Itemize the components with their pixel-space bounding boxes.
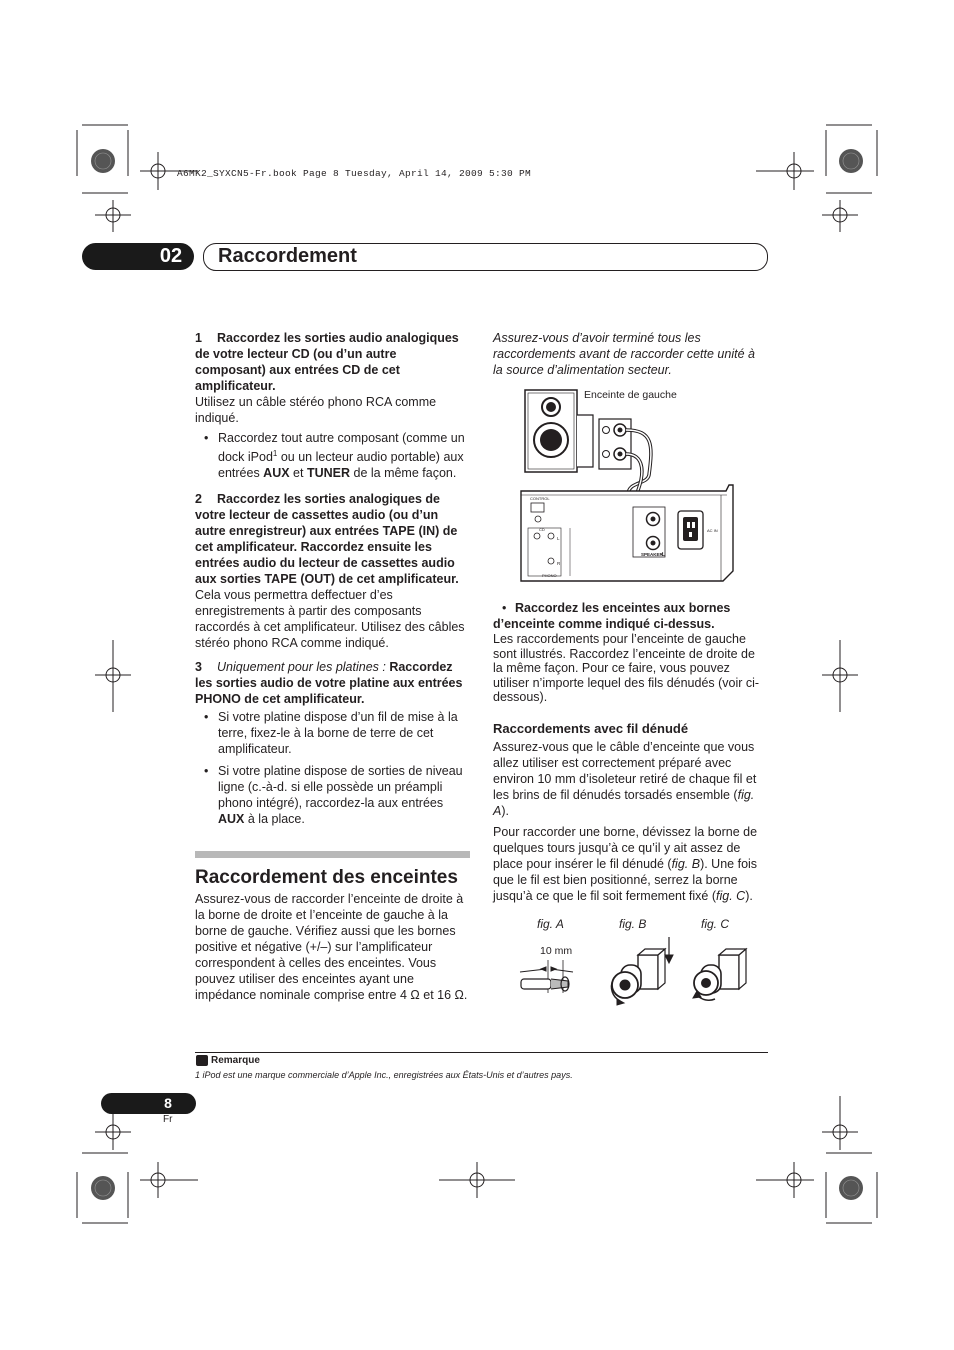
label-ac-in: AC IN — [707, 528, 718, 533]
speaker-left-label: Enceinte de gauche — [584, 389, 677, 401]
section-divider — [195, 851, 470, 858]
step-3-bullet-1: • Si votre platine dispose d’un fil de mise à la terre, fixez-le à la borne de terre de cet amplificateur. — [195, 709, 470, 757]
label-cd: CD — [539, 527, 545, 532]
step-3-bullet-2: • Si votre platine dispose de sorties de niveau ligne (c.-à-d. si elle possède un préampli phono intégré), raccordez-la aux entrées AUX à la place. — [195, 763, 470, 827]
fig-a-label: fig. A — [537, 917, 564, 931]
section-title: Raccordement des enceintes — [195, 867, 458, 889]
subsection-title: Raccordements avec fil dénudé — [493, 720, 689, 736]
step-2-heading: 2 Raccordez les sorties analogiques de votre lecteur de cassettes audio (ou d’un autre enregistreur) aux entrées TAPE (IN) de cet amplificateur. Raccordez ensuite les entrées audio du lecteur de cassettes audio aux sorties TAPE (OUT) de cet amplificateur. — [195, 492, 459, 587]
fig-b-label: fig. B — [619, 917, 647, 931]
label-r: R — [557, 561, 561, 566]
step-1-bullet: • Raccordez tout autre composant (comme un dock iPod$^1$ ou un lecteur audio portable) aux entrées AUX et TUNER de la même façon. — [195, 430, 470, 481]
right-column-lower — [493, 600, 768, 904]
right-column — [493, 330, 768, 378]
stripped-wire-figures — [493, 915, 768, 1010]
speaker-bullet: • Raccordez les enceintes aux bornes d’enceinte comme indiqué ci-dessus. — [493, 600, 768, 632]
step-3-heading: 3 Uniquement pour les platines : Raccordez les sorties audio de votre platine aux entrées PHONO de cet amplificateur. — [195, 660, 463, 707]
fig-b-terminal — [611, 937, 673, 1005]
fig-c-label: fig. C — [701, 917, 730, 931]
print-info-line: A6MK2_SYXCN5-Fr.book Page 8 Tuesday, April 14, 2009 5:30 PM — [177, 168, 532, 179]
footnote: 1 iPod est une marque commerciale d’Apple Inc., enregistrées aux États-Unis et d’autres pays. — [195, 1070, 573, 1080]
note-rule — [195, 1052, 768, 1053]
intro-note: Assurez-vous d’avoir terminé tous les raccordements avant de raccorder cette unité à la source d’alimentation secteur. — [493, 331, 755, 377]
label-phono: PHONO — [542, 573, 557, 578]
step-1-heading: 1 Raccordez les sorties audio analogiques de votre lecteur CD (ou d’un autre composant) aux entrées CD de cet amplificateur. — [195, 331, 459, 393]
speaker-connection-diagram — [493, 385, 768, 585]
speaker-bullet-body: Les raccordements pour l’enceinte de gauche sont illustrés. Raccordez l’enceinte de droite de la même façon. Pour ce faire, vous pouvez utiliser n’importe lequel des fils dénudés (voir ci-dessous). — [493, 632, 760, 704]
label-speaker-side: L — [662, 552, 666, 558]
note-label: Remarque — [211, 1055, 260, 1066]
page-number: 8 — [164, 1095, 172, 1111]
chapter-title: Raccordement — [218, 245, 357, 267]
language-code: Fr — [163, 1114, 173, 1125]
label-l: L — [557, 536, 560, 541]
chapter-number: 02 — [159, 245, 183, 267]
fig-a-wire — [520, 960, 573, 993]
section-body: Assurez-vous de raccorder l’enceinte de droite à la borne de droite et l’enceinte de gauche à la borne de gauche. Vérifiez aussi que les bornes positive et négative (+/–) sur l’amplificateur correspondent à celles des enceintes. Vous pouvez utiliser des enceintes ayant une impédance nominale comprise entre 4 Ω et 16 Ω. — [195, 892, 468, 1003]
fig-a-dimension: 10 mm — [540, 945, 573, 957]
label-control: CONTROL — [530, 496, 550, 501]
note-pencil-icon — [196, 1055, 208, 1066]
stripped-wire-para-2: Pour raccorder une borne, dévissez la borne de quelques tours jusqu’à ce qu’il y ait assez de place pour insérer le fil dénudé (fig. B). Une fois que le fil est bien positionné, serrez la borne jusqu’à ce que le fil soit fermement fixé (fig. C). — [493, 824, 758, 903]
step-2-body: Cela vous permettra deffectuer d’es enregistrements à partir des composants raccordés à cet amplificateur. Utilisez des câbles stéréo phono RCA comme indiqué. — [195, 588, 465, 651]
fig-c-terminal — [693, 949, 746, 1000]
left-column — [195, 330, 470, 1003]
label-speaker-terminal: SPEAKER — [641, 552, 663, 557]
stripped-wire-para-1: Assurez-vous que le câble d’enceinte que vous allez utiliser est correctement préparé avec environ 10 mm d’isoleteur retiré de chaque fil et les brins de fil dénudés torsadés ensemble (fig. A). — [493, 739, 757, 818]
step-1-body: Utilisez un câble stéréo phono RCA comme indiqué. — [195, 395, 437, 425]
